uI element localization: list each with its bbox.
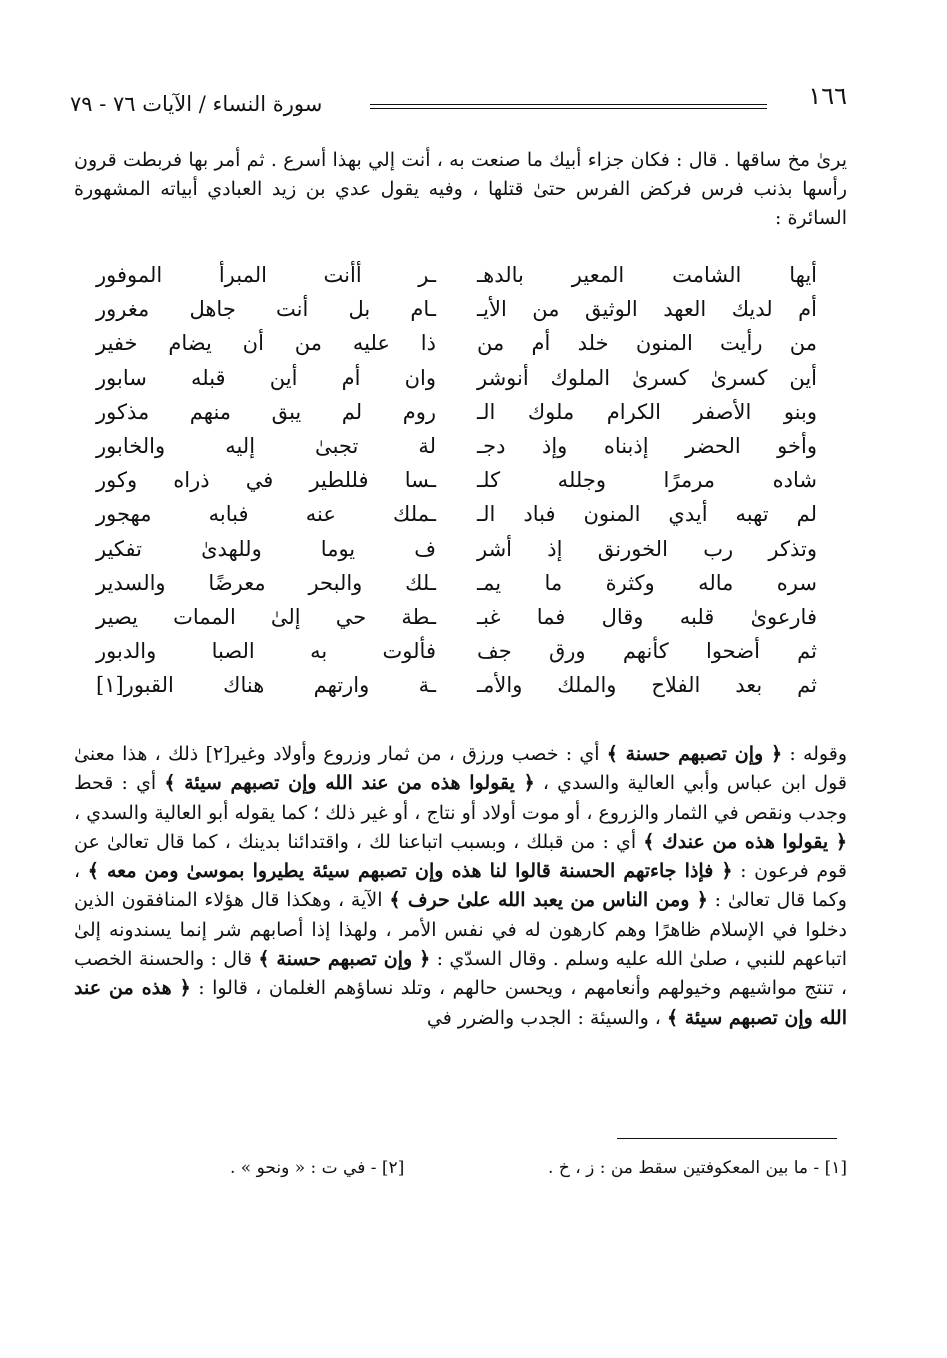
poem-verse (96, 292, 817, 326)
verse-second-hemistich: لة تجبىٰ إليه والخابور (96, 433, 436, 458)
verse-first-hemistich: أم لديك العهد الوثيق من الأيـ (477, 297, 817, 322)
quran-quote: ﴿ هذه من عند الله وإن تصبهم سيئة ﴾ (74, 977, 847, 1029)
footnote-1: [١] - ما بين المعكوفتين سقط من : ز ، خ . (548, 1158, 847, 1178)
poem (96, 258, 817, 702)
verse-first-hemistich: فارعوىٰ قلبه وقال فما غبـ (477, 604, 817, 629)
verse-first-hemistich: ثم أضحوا كأنهم ورق جف (477, 639, 817, 664)
verse-first-hemistich: من رأيت المنون خلد أم من (477, 331, 817, 356)
verse-second-hemistich: ـطة حي إلىٰ الممات يصير (96, 604, 436, 629)
running-title: سورة النساء / الآيات ٧٦ - ٧٩ (70, 92, 323, 116)
verse-first-hemistich: وبنو الأصفر الكرام ملوك الـ (477, 399, 817, 424)
verse-first-hemistich: أين كسرىٰ كسرىٰ الملوك أنوشر (477, 365, 817, 390)
commentary-text: أي : من قبلك ، وبسبب اتباعنا لك ، واقتدائنا بدينك ، كما قال تعالىٰ عن قوم فرعون : (74, 830, 847, 883)
verse-second-hemistich: ـملك عنه فبابه مهجور (96, 502, 436, 527)
quran-quote: ﴿ وإن تصبهم حسنة ﴾ (606, 743, 783, 765)
poem-verse (96, 361, 817, 395)
poem-verse (96, 326, 817, 360)
commentary-paragraph (74, 740, 847, 1033)
verse-first-hemistich: أيها الشامت المعير بالدهـ (477, 263, 817, 287)
poem-verse (96, 668, 817, 702)
verse-second-hemistich: ـلك والبحر معرضًا والسدير (96, 570, 436, 595)
poem-verse (96, 395, 817, 429)
page-header (70, 82, 847, 122)
poem-verse (96, 463, 817, 497)
verse-second-hemistich: ـة وارتهم هناك القبور[١] (96, 673, 436, 698)
poem-verse (96, 566, 817, 600)
quran-quote: ﴿ فإذا جاءتهم الحسنة قالوا لنا هذه وإن تصبهم سيئة يطيروا بموسىٰ ومن معه ﴾ (87, 860, 733, 883)
commentary-text: الآية ، وهكذا قال هؤلاء المنافقون الذين دخلوا في الإسلام ظاهرًا وهم كارهون له في نفس الأمر ، ولهذا إذا أصابهم شر إنما يسندونه إلىٰ اتباعهم للنبي ، صلىٰ الله عليه وسلم . وقال السدّي : (74, 889, 847, 971)
commentary-text: وقوله : (782, 743, 848, 765)
verse-second-hemistich: ـسا فللطير في ذراه وكور (96, 468, 436, 493)
footnote-2: [٢] - في ت : « ونحو » . (230, 1158, 405, 1178)
verse-second-hemistich: ـام بل أنت جاهل مغرور (96, 297, 436, 322)
verse-second-hemistich: فألوت به الصبا والدبور (96, 639, 436, 664)
verse-first-hemistich: شاده مرمرًا وجلله كلـ (477, 468, 817, 493)
verse-first-hemistich: سره ماله وكثرة ما يمـ (477, 570, 817, 595)
quran-quote: ﴿ وإن تصبهم حسنة ﴾ (258, 948, 431, 971)
poem-verse (96, 634, 817, 668)
quran-quote: ﴿ يقولوا هذه من عندك ﴾ (643, 830, 848, 853)
commentary-text: أي : قحط وجدب ونقص في الثمار والزروع ، أو موت أولاد أو نتاج ، أو غير ذلك ؛ كما يقوله أبو العالية والسدي ، (74, 772, 847, 824)
footnote-rule (617, 1138, 837, 1139)
footnotes (230, 1158, 847, 1178)
commentary-text: ، وكما قال تعالىٰ : (74, 860, 847, 912)
verse-second-hemistich: ـر أأنت المبرأ الموفور (96, 263, 436, 287)
intro-paragraph: يرىٰ مخ ساقها . قال : فكان جزاء أبيك ما صنعت به ، أنت إلي بهذا أسرع . ثم أمر بها فربطت قرون رأسها بذنب فرس فركض الفرس حتىٰ قتلها ، وفيه يقول عدي بن زيد العبادي أبياته المشهورة السائرة : (74, 149, 847, 229)
poem-verse (96, 600, 817, 634)
verse-second-hemistich: ف يوما وللهدىٰ تفكير (96, 536, 436, 561)
commentary-text: أي : خصب ورزق ، من ثمار وزروع وأولاد وغير[٢] ذلك ، هذا معنىٰ قول ابن عباس وأبي العالية والسدي ، (74, 743, 847, 795)
header-rule (370, 104, 767, 105)
header-rule-double (370, 108, 767, 109)
poem-verse (96, 497, 817, 531)
page-number: ١٦٦ (808, 82, 847, 110)
verse-first-hemistich: لم تهبه أيدي المنون فباد الـ (477, 502, 817, 527)
verse-second-hemistich: روم لم يبق منهم مذكور (96, 399, 436, 424)
quran-quote: ﴿ يقولوا هذه من عند الله وإن تصبهم سيئة ﴾ (164, 772, 535, 795)
poem-verse (96, 258, 817, 292)
verse-first-hemistich: وأخو الحضر إذبناه وإذ دجـ (477, 433, 817, 458)
verse-second-hemistich: ذا عليه من أن يضام خفير (96, 331, 436, 356)
verse-second-hemistich: وان أم أين قبله سابور (96, 365, 436, 390)
commentary-text: قال : والحسنة الخصب ، تنتج مواشيهم وخيولهم وأنعامهم ، ويحسن حالهم ، وتلد نساؤهم الغلمان ، قالوا : (74, 948, 847, 1000)
poem-verse (96, 429, 817, 463)
verse-first-hemistich: ثم بعد الفلاح والملك والأمـ (477, 673, 817, 698)
verse-first-hemistich: وتذكر رب الخورنق إذ أشر (477, 536, 817, 561)
poem-verse (96, 532, 817, 566)
commentary-text: ، والسيئة : الجدب والضرر في (426, 1006, 667, 1029)
quran-quote: ﴿ ومن الناس من يعبد الله علىٰ حرف ﴾ (389, 889, 708, 912)
